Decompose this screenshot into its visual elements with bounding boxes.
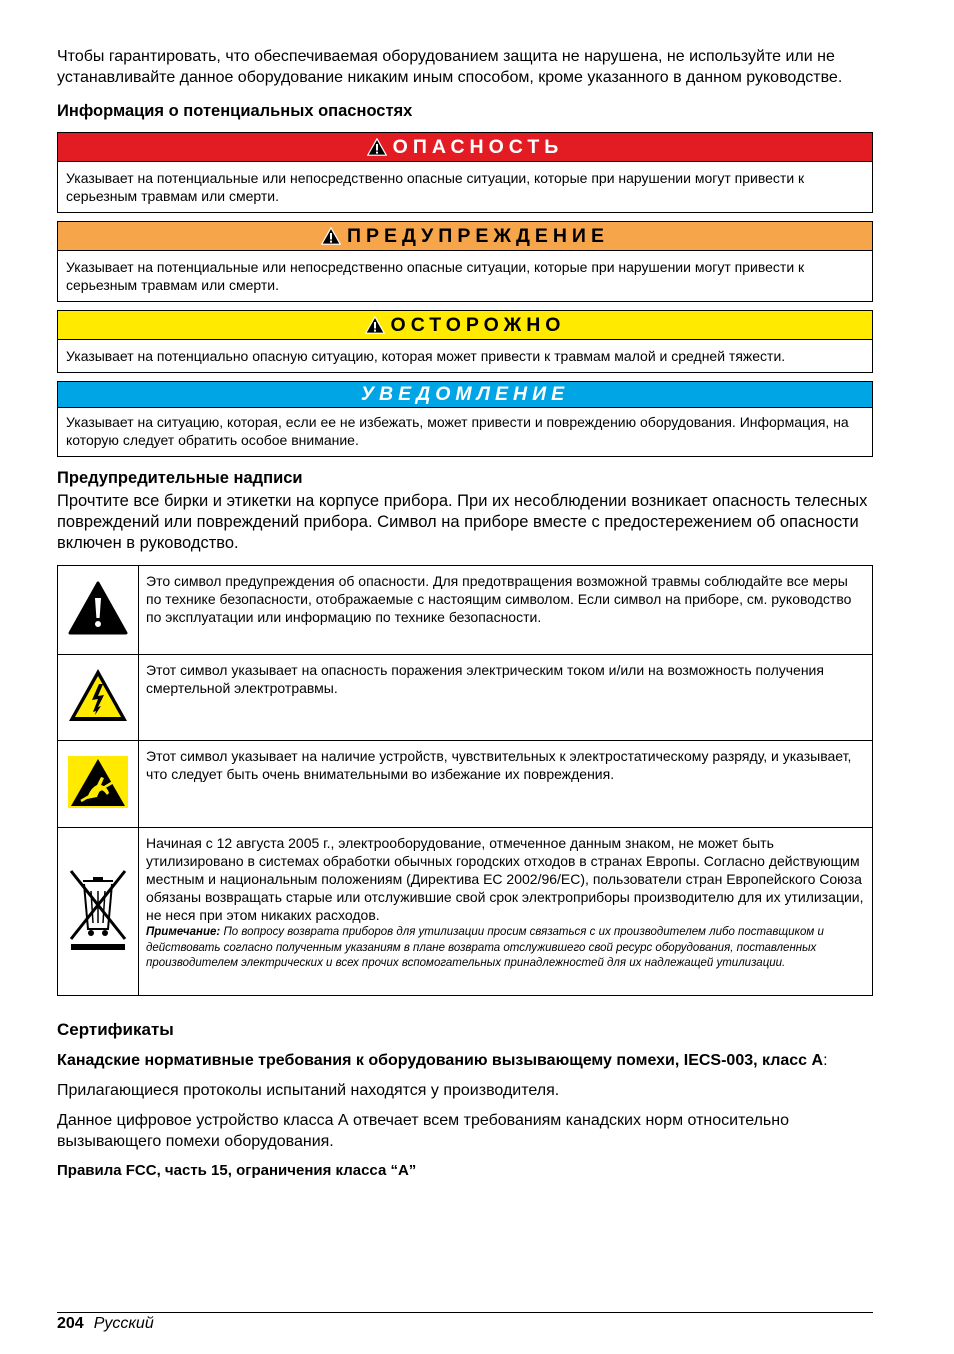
notice-label: УВЕДОМЛЕНИЕ	[360, 383, 570, 405]
symbol-cell	[58, 566, 139, 655]
table-row	[58, 566, 873, 655]
symbol-description: Это символ предупреждения об опасности. Для предотвращения возможной травмы соблюдайте все меры по технике безопасности, отображаемые с настоящим символом. Если символ на приборе, см. руководство по эксплуатации или информацию по технике безопасности.	[139, 566, 873, 655]
caution-label: ОСТОРОЖНО	[390, 313, 566, 336]
notice-box	[57, 381, 873, 457]
canada-heading	[57, 1051, 873, 1071]
intro-paragraph: Чтобы гарантировать, что обеспечиваемая оборудованием защита не нарушена, не используйте или не устанавливайте данное оборудование никаким иным способом, кроме указанного в данном руководстве.	[57, 48, 843, 86]
document-page	[57, 46, 873, 1180]
esd-sensitive-icon	[67, 755, 129, 809]
symbols-table	[57, 565, 873, 996]
warning-triangle-icon	[321, 227, 341, 245]
canada-paragraph-2: Данное цифровое устройство класса А отвечает всем требованиям канадских норм относительно вызывающего помехи оборудования.	[57, 1112, 789, 1150]
weee-text: Начиная с 12 августа 2005 г., электрооборудование, отмеченное данным знаком, не может быть утилизировано в системах обработки обычных городских отходов в странах Европы. Согласно действующим местным и национальным положениям (Директива ЕС 2002/96/EC), пользователи стран Европейского Союза обязаны возвращать старые или отслужившие свой срок электроприборы производителю для их утилизации, не неся при этом никаких расходов.	[146, 835, 864, 923]
cert-heading: Сертификаты	[57, 1020, 174, 1039]
fcc-heading: Правила FCC, часть 15, ограничения класса “А”	[57, 1162, 417, 1179]
note-label: Примечание:	[146, 926, 221, 938]
electric-shock-icon	[66, 666, 130, 724]
exclamation-triangle-icon	[67, 580, 129, 636]
symbol-description-weee	[139, 828, 873, 996]
table-row	[58, 828, 873, 996]
caution-text: Указывает на потенциально опасную ситуацию, которая может привести к травмам малой и средней тяжести.	[66, 348, 786, 364]
notice-header	[58, 382, 872, 408]
labels-paragraph: Прочтите все бирки и этикетки на корпусе прибора. При их несоблюдении возникает опасность телесных повреждений или повреждений прибора. Символ на приборе вместе с предостережением об опасности включен в руководство.	[57, 492, 868, 552]
warning-header	[58, 222, 872, 251]
labels-heading: Предупредительные надписи	[57, 469, 303, 487]
symbol-description: Этот символ указывает на опасность поражения электрическим током и/или на возможность получения смертельной электротравмы.	[139, 655, 873, 741]
symbol-description: Этот символ указывает на наличие устройств, чувствительных к электростатическому разряду, и указывает, что следует быть очень внимательными во избежание их повреждения.	[139, 741, 873, 828]
warning-text: Указывает на потенциальные или непосредственно опасные ситуации, которые при нарушении могут привести к серьезным травмам или смерти.	[66, 259, 805, 293]
weee-note	[146, 925, 865, 972]
danger-box	[57, 132, 873, 213]
table-row	[58, 741, 873, 828]
warning-label: ПРЕДУПРЕЖДЕНИЕ	[347, 224, 609, 247]
canada-paragraph-1: Прилагающиеся протоколы испытаний находятся у производителя.	[57, 1082, 560, 1099]
danger-text: Указывает на потенциальные или непосредственно опасные ситуации, которые при нарушении могут привести к серьезным травмам или смерти.	[66, 170, 805, 204]
warning-triangle-icon	[367, 138, 387, 156]
footer-language: Русский	[93, 1315, 154, 1332]
symbol-cell	[58, 741, 139, 828]
canada-heading-colon: :	[823, 1052, 828, 1069]
caution-box	[57, 310, 873, 373]
table-row	[58, 655, 873, 741]
page-footer	[57, 1312, 873, 1334]
warning-triangle-icon	[365, 316, 385, 334]
canada-heading-text: Канадские нормативные требования к оборудованию вызывающему помехи, IECS-003, класс А	[57, 1052, 824, 1069]
page-number: 204	[57, 1315, 84, 1332]
hazard-info-heading: Информация о потенциальных опасностях	[57, 102, 413, 120]
danger-label: ОПАСНОСТЬ	[392, 135, 564, 158]
crossed-bin-icon	[65, 867, 131, 951]
caution-header	[58, 311, 872, 340]
danger-header	[58, 133, 872, 162]
symbol-cell	[58, 828, 139, 996]
warning-box	[57, 221, 873, 302]
notice-text: Указывает на ситуацию, которая, если ее не избежать, может привести и повреждению оборудования. Информация, на которую следует обратить особое внимание.	[66, 414, 849, 448]
note-text: По вопросу возврата приборов для утилизации просим связаться с их производителем либо поставщиком и действовать согласно полученным указаниям в плане возврата отслужившего свой ресурс оборудования, поставленных производителем электрических и всех прочих вспомогательных принадлежностей для их надлежащей утилизации.	[146, 926, 824, 969]
symbol-cell	[58, 655, 139, 741]
